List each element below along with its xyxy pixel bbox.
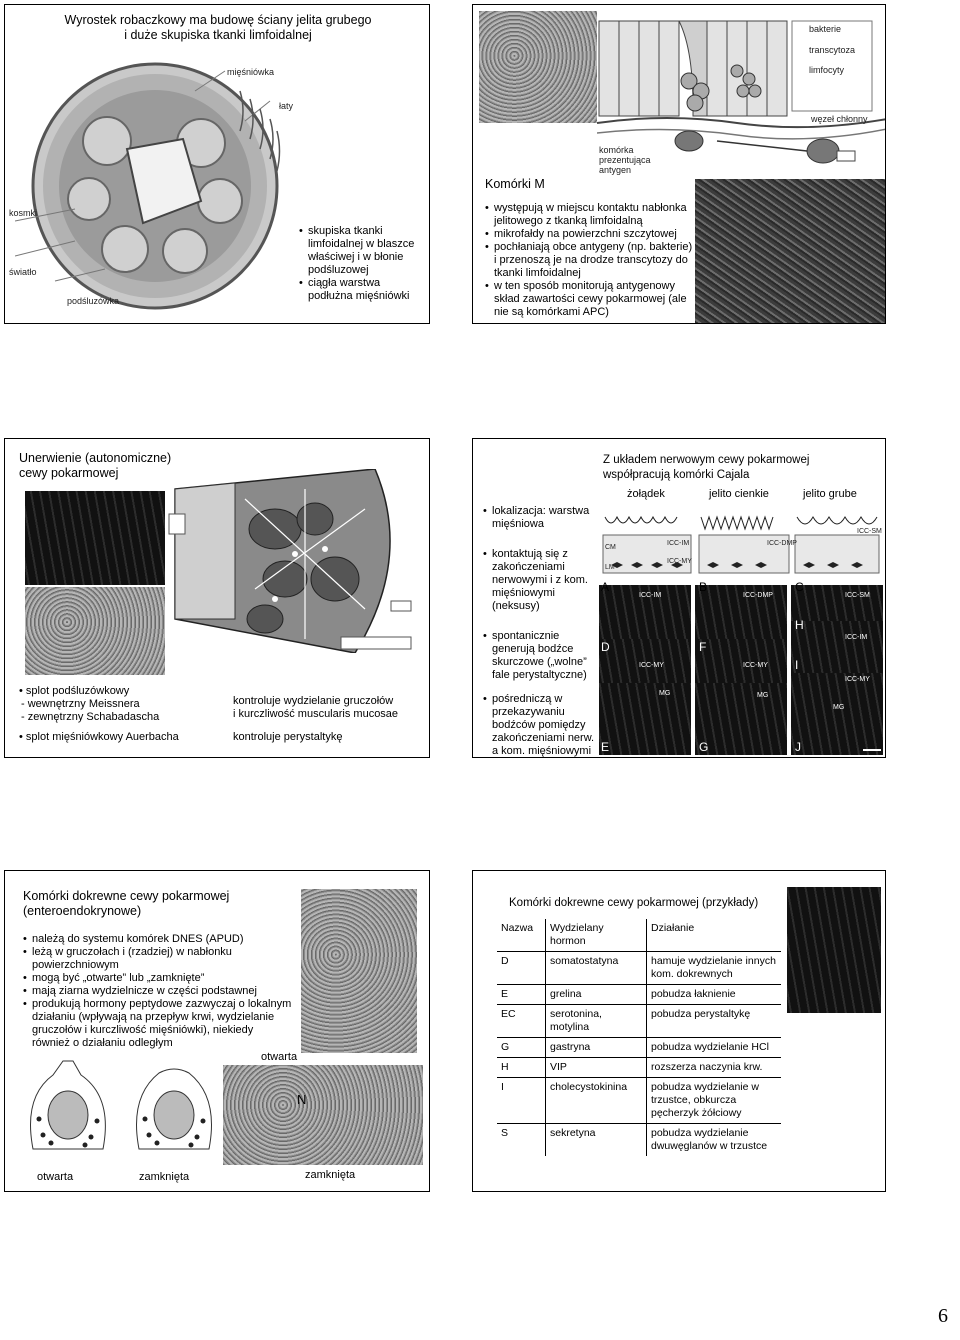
panel-letter: A (601, 580, 610, 594)
panel-tag: MG (757, 692, 769, 699)
endocrine-table (497, 919, 781, 1156)
bullet-item: • mikrofałdy na powierzchni szczytowej (485, 228, 695, 241)
diagram-label-apc: komórka prezentująca antygen (599, 145, 651, 175)
closed-cell-drawing (129, 1057, 219, 1153)
panel-tag: ICC-IM (845, 634, 868, 641)
panel-tag: ICC-DMP (743, 592, 773, 599)
bullet-item: • ciągła warstwa podłużna mięśniówki (299, 277, 427, 303)
slide-heading: Komórki M (485, 177, 545, 191)
diagram-label-bacteria: bakterie (809, 24, 842, 34)
label-closed: zamknięta (139, 1171, 190, 1183)
scale-bar (863, 749, 881, 751)
table-row: S sekretyna pobudza wydzielanie dwuwęglanów w trzustce (497, 1124, 781, 1157)
panel-letter: F (699, 640, 707, 654)
bullet-item: • występują w miejscu kontaktu nabłonka jelitowego z tkanką limfoidalną (485, 202, 695, 228)
slide-cajal (472, 438, 886, 758)
slide-title: Komórki dokrewne cewy pokarmowej (przykłady) (509, 897, 759, 909)
slide-appendix (4, 4, 430, 324)
panel-letter: G (699, 740, 709, 754)
schematic-tag: ICC-IM (667, 540, 690, 547)
em-label-open: otwarta (261, 1051, 298, 1063)
panel-tag: ICC-MY (743, 662, 768, 669)
bullet-item: • w ten sposób monitorują antygenowy skład zawartości cewy pokarmowej (ale nie są komórkami APC) (485, 280, 695, 319)
table-row: I cholecystokinina pobudza wydzielanie w trzustce, obkurcza pęcherzyk żółciowy (497, 1078, 781, 1124)
em-closed-cell-image (223, 1065, 423, 1165)
cajal-micrograph-b (695, 585, 787, 639)
slide-title: Z układem nerwowym cewy pokarmowej współpracują komórki Cajala (603, 454, 810, 481)
panel-letter: I (795, 658, 799, 672)
panel-letter: C (795, 580, 804, 594)
bullet-item: • splot mięśniówkowy Auerbacha (19, 731, 179, 743)
appendix-cross-section-image (15, 51, 285, 313)
slide-title: Unerwienie (autonomiczne) cewy pokarmowej (19, 451, 172, 480)
plexus-row: • splot podśluzówkowy - wewnętrzny Meissnera - zewnętrzny Schabadascha (19, 685, 160, 723)
panel-tag: MG (833, 704, 845, 711)
plexus-row (19, 731, 179, 744)
img-label-lumen: światło (9, 267, 37, 277)
cajal-schematic-row (601, 505, 881, 579)
table-row: G gastryna pobudza wydzielanie HCl (497, 1038, 781, 1058)
m-cell-histology-image (479, 11, 597, 123)
panel-tag: ICC-MY (845, 676, 870, 683)
m-cell-sem-image (695, 179, 885, 323)
panel-tag: ICC-IM (639, 592, 662, 599)
header-hormone: Wydzielany hormon (546, 919, 647, 952)
plexus-function: kontroluje wydzielanie gruczołów i kurczliwość muscularis mucosae (233, 695, 399, 720)
bullet-item: • należą do systemu komórek DNES (APUD) (23, 933, 293, 946)
img-label-muscularis: mięśniówka (227, 67, 275, 77)
slide-title: Komórki dokrewne cewy pokarmowej (enteroendokrynowe) (23, 889, 230, 918)
header-name: Nazwa (497, 919, 546, 952)
bullet-list (299, 225, 427, 303)
table-row: H VIP rozszerza naczynia krw. (497, 1058, 781, 1078)
slide-title: Wyrostek robaczkowy ma budowę ściany jelita grubego i duże skupiska tkanki limfoidalnej (64, 13, 372, 42)
table-row: E grelina pobudza łaknienie (497, 985, 781, 1005)
plexus-function: kontroluje perystaltykę (233, 731, 343, 743)
cajal-micrograph-e (599, 683, 691, 755)
panel-letter: E (601, 740, 610, 754)
bullet-item: • mogą być „otwarte” lub „zamknięte” (23, 972, 293, 985)
diagram-label-lymphocytes: limfocyty (809, 65, 845, 75)
page-number: 6 (938, 1305, 948, 1327)
bullet-list (485, 202, 695, 319)
bullet-item: • mają ziarna wydzielnicze w części podstawnej (23, 985, 293, 998)
bullet-list (23, 933, 293, 1050)
bullet-item: • splot podśluzówkowy (19, 685, 130, 697)
plexus-histology-image (25, 587, 165, 675)
bullet-item: • lokalizacja: warstwa mięśniowa (483, 505, 599, 531)
slide-enteroendocrine (4, 870, 430, 1192)
cajal-micrograph-f (695, 639, 787, 683)
img-label-patches: łaty (279, 101, 294, 111)
slide-endocrine-examples (472, 870, 886, 1192)
table-row: D somatostatyna hamuje wydzielanie innych kom. dokrewnych (497, 952, 781, 985)
bullet-item: • pochłaniają obce antygeny (np. bakterie) i przenoszą je na drodze transcytozy do tkanki limfoidalnej (485, 241, 695, 280)
table-row: EC serotonina, motylina pobudza perystaltykę (497, 1005, 781, 1038)
em-nucleus-label: N (297, 1092, 307, 1107)
schematic-tag: CM (605, 544, 616, 551)
cajal-micrograph-j (791, 673, 883, 755)
label-closed-em: zamknięta (305, 1169, 356, 1181)
slide-m-cells (472, 4, 886, 324)
panel-letter: J (795, 740, 801, 754)
panel-letter: D (601, 640, 610, 654)
slide-innervation (4, 438, 430, 758)
column-label-stomach: żołądek (627, 488, 665, 500)
diagram-label-transcytosis: transcytoza (809, 45, 856, 55)
schematic-tag: LM (605, 564, 615, 571)
column-label-small-intestine: jelito cienkie (709, 488, 769, 500)
cajal-micrograph-h (791, 618, 883, 673)
panel-letter: H (795, 618, 804, 632)
img-label-villi: kosmki (9, 208, 38, 218)
header-action: Działanie (647, 919, 782, 952)
em-cell-image (301, 889, 417, 1053)
schematic-tag: ICC-SM (857, 528, 882, 535)
bullet-item: • skupiska tkanki limfoidalnej w blaszce właściwej i w błonie podśluzowej (299, 225, 427, 277)
schematic-tag: ICC-MY (667, 558, 692, 565)
panel-tag: ICC-SM (845, 592, 870, 599)
panel-tag: MG (659, 690, 671, 697)
diagram-label-lymph-node: węzeł chłonny (811, 114, 868, 124)
enteric-plexus-diagram (165, 469, 413, 653)
column-label-large-intestine: jelito grube (803, 488, 857, 500)
cajal-micrograph-g (695, 683, 787, 755)
bullet-item: • leżą w gruczołach i (rzadziej) w nabłonku powierzchniowym (23, 946, 293, 972)
schematic-tag: ICC-DMP (767, 540, 797, 547)
panel-letter: B (699, 580, 708, 594)
bullet-item: • produkują hormony peptydowe zazwyczaj o lokalnym działaniu (wpływają na przepływ krwi, wydzielanie gruczołów i kurczliwość mięśniówki), niekiedy również o działaniu odległym (23, 998, 293, 1050)
enteroendocrine-fluorescence-image (787, 887, 881, 1013)
open-cell-drawing (23, 1057, 113, 1153)
img-label-submucosa: podśluzówka (67, 296, 120, 306)
table-header-row (497, 919, 781, 952)
bullet-list (483, 505, 599, 758)
nerve-fluorescence-image (25, 491, 165, 585)
label-open: otwarta (37, 1171, 74, 1183)
bullet-item: • pośredniczą w przekazywaniu bodźców pomiędzy zakończeniami nerw. a kom. mięśniowymi (483, 693, 599, 758)
panel-tag: ICC-MY (639, 662, 664, 669)
bullet-item: • spontanicznie generują bodźce skurczowe („wolne” fale perystaltyczne) (483, 630, 599, 682)
bullet-item: • kontaktują się z zakończeniami nerwowymi i z kom. mięśniowymi (neksusy) (483, 548, 599, 613)
